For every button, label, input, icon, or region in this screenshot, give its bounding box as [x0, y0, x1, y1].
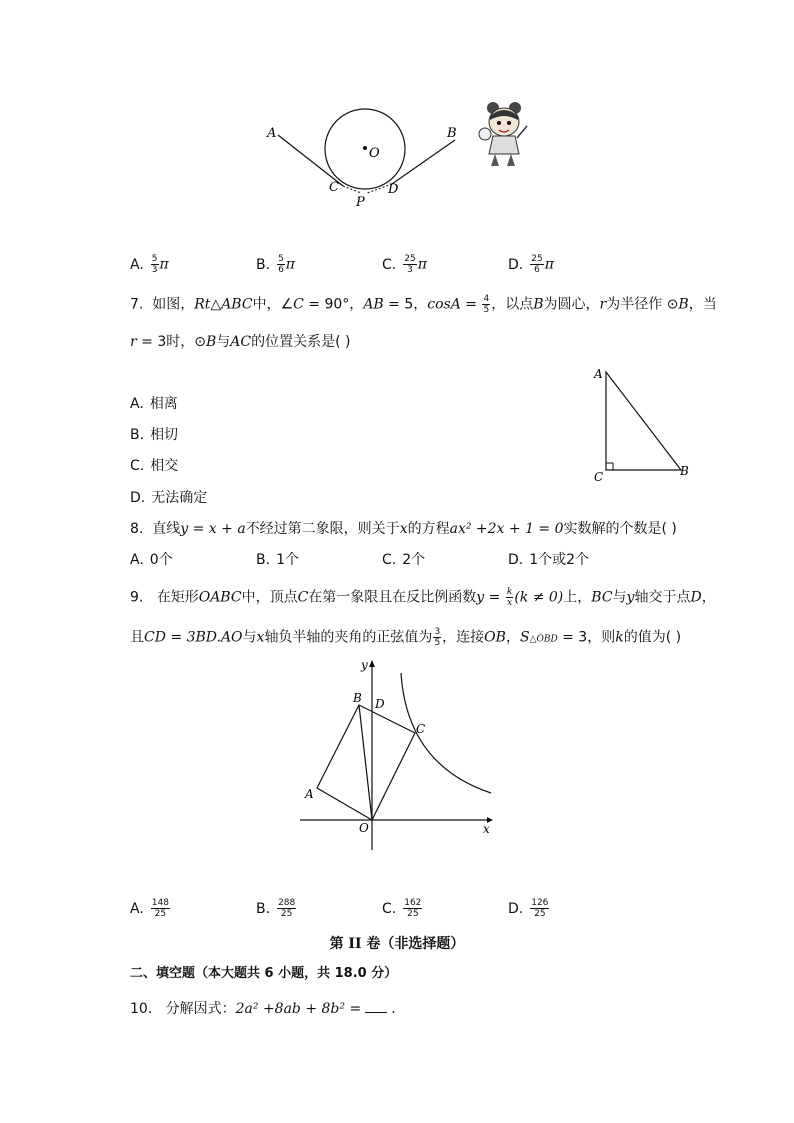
answer-blank[interactable] — [365, 998, 387, 1013]
label-b: B — [447, 126, 457, 141]
label-c: C — [416, 722, 426, 736]
segment-ob — [359, 705, 372, 820]
q10-stem: 10. 分解因式：2a² +8ab + 8b² = . — [130, 998, 396, 1019]
q7-option-c[interactable]: C. 相交 — [130, 458, 179, 474]
fraction: $\frac{126}{25}$ — [531, 898, 549, 919]
q9-option-a[interactable]: A. $\frac{148}{25}$ — [130, 898, 169, 919]
fraction: $\frac{25}{3}$ — [404, 254, 416, 275]
label-c: C — [329, 180, 339, 195]
part2-title: 第 II 卷（非选择题） — [329, 936, 465, 952]
label-b: B — [680, 464, 689, 478]
q7-triangle-figure — [588, 362, 698, 486]
q9-option-d[interactable]: D. $\frac{126}{25}$ — [508, 898, 549, 919]
fraction: $\frac{3}{5}$ — [434, 627, 441, 648]
label-o: O — [369, 146, 380, 161]
label-y: y — [361, 658, 368, 672]
fraction: $\frac{k}{x}$ — [506, 587, 513, 608]
label-c: C — [594, 470, 604, 484]
label-x: x — [483, 822, 490, 836]
q6-option-c[interactable]: C. $\frac{25}{3}$ π — [382, 254, 427, 275]
fraction: $\frac{5}{3}$ — [151, 254, 158, 275]
q8-option-a[interactable]: A. 0个 — [130, 552, 173, 568]
label-o: O — [359, 821, 369, 835]
center-dot — [363, 146, 367, 150]
q9-stem-line2: 且CD = 3BD.AO与x轴负半轴的夹角的正弦值为 $\frac{3}{5}$ ，连接OB，S△OBD = 3，则k的值为( ) — [130, 627, 682, 648]
q8-option-d[interactable]: D. 1个或2个 — [508, 552, 590, 568]
q7-option-a[interactable]: A. 相离 — [130, 396, 178, 412]
label-b: B — [353, 691, 362, 705]
fraction: $\frac{25}{6}$ — [531, 254, 543, 275]
label-d: D — [375, 697, 385, 711]
q6-option-b[interactable]: B. $\frac{5}{6}$ π — [256, 254, 295, 275]
q9-coordinate-figure — [295, 655, 505, 855]
option-label: C. — [382, 256, 397, 273]
triangle-abc — [606, 372, 681, 470]
tangent-line-ac — [278, 135, 343, 186]
section2-heading: 二、填空题（本大题共 6 小题，共 18.0 分） — [130, 966, 398, 981]
label-a: A — [305, 787, 314, 801]
q8-option-c[interactable]: C. 2个 — [382, 552, 426, 568]
q6-figure — [255, 95, 545, 215]
q9-option-c[interactable]: C. $\frac{162}{25}$ — [382, 898, 422, 919]
right-angle-mark — [606, 463, 613, 470]
fraction: $\frac{5}{6}$ — [278, 254, 284, 275]
cartoon-character-icon — [479, 102, 527, 166]
option-label: D. — [508, 256, 524, 273]
q7-option-b[interactable]: B. 相切 — [130, 427, 179, 443]
tangent-line-bd — [392, 140, 455, 184]
q7-stem-line1: 7. 如图，Rt△ABC中，∠C = 90°，AB = 5，cosA = $\frac{4}{5}$ ，以点B为圆心，r为半径作 ⊙B，当 — [130, 294, 717, 315]
fraction: $\frac{162}{25}$ — [404, 898, 422, 919]
label-p: P — [356, 195, 365, 210]
fraction: $\frac{288}{25}$ — [278, 898, 296, 919]
option-label: A. — [130, 256, 144, 273]
q9-option-b[interactable]: B. $\frac{288}{25}$ — [256, 898, 296, 919]
label-a: A — [267, 126, 277, 141]
y-axis-arrow — [369, 660, 375, 667]
q6-option-a[interactable]: A. $\frac{5}{3}$ π — [130, 254, 169, 275]
q7-option-d[interactable]: D. 无法确定 — [130, 490, 208, 506]
label-d: D — [388, 182, 399, 197]
q8-stem: 8. 直线y = x + a不经过第二象限，则关于x的方程ax² +2x + 1 = 0实数解的个数是( ) — [130, 521, 677, 537]
q6-option-d[interactable]: D. $\frac{25}{6}$ π — [508, 254, 554, 275]
fraction: $\frac{148}{25}$ — [151, 898, 169, 919]
label-a: A — [594, 367, 603, 381]
q7-stem-line2: r = 3时，⊙B与AC的位置关系是( ) — [130, 334, 351, 350]
q9-stem-line1: 9. 在矩形OABC中，顶点C在第一象限且在反比例函数y = $\frac{k}{x}$ (k ≠ 0)上，BC与y轴交于点D， — [130, 587, 716, 608]
q8-option-b[interactable]: B. 1个 — [256, 552, 299, 568]
option-label: B. — [256, 256, 271, 273]
fraction: $\frac{4}{5}$ — [483, 294, 490, 315]
